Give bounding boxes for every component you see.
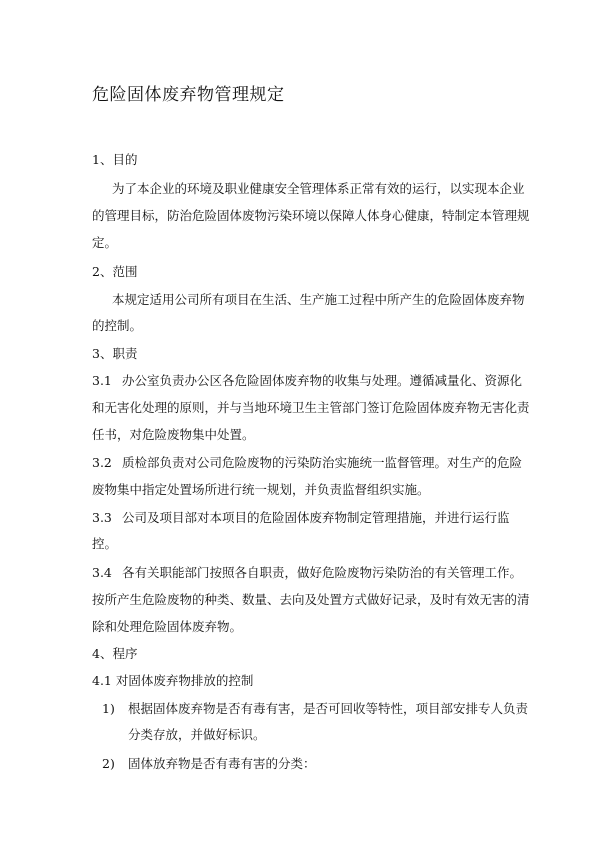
list-item-text: 固体放弃物是否有毒有害的分类： xyxy=(128,756,316,771)
list-item-number: 3.2 xyxy=(92,455,112,470)
paragraph-line: 控。 xyxy=(92,536,118,551)
paragraph-line: 任书，对危险废物集中处置。 xyxy=(92,427,255,442)
document-title: 危险固体废弃物管理规定 xyxy=(92,85,285,105)
section-heading-procedure: 4、程序 xyxy=(92,646,138,661)
section-heading-purpose: 1、目的 xyxy=(92,152,138,167)
paragraph-line: 和无害化处理的原则，并与当地环境卫生主管部门签订危险固体废弃物无害化责 xyxy=(92,400,530,415)
list-item-text: 公司及项目部对本项目的危险固体废弃物制定管理措施，并进行运行监 xyxy=(122,510,510,525)
subsection-heading: 4.1 对固体废弃物排放的控制 xyxy=(92,673,254,688)
paragraph-line: 定。 xyxy=(92,235,118,250)
list-item-number: 2) xyxy=(102,756,115,771)
paragraph-line: 废物集中指定处置场所进行统一规划，并负责监督组织实施。 xyxy=(92,482,430,497)
list-item-number: 3.1 xyxy=(92,373,112,388)
section-heading-scope: 2、范围 xyxy=(92,264,138,279)
list-item-first-line xyxy=(102,701,528,717)
paragraph-line: 的管理目标，防治危险固体废物污染环境以保障人体身心健康，特制定本管理规 xyxy=(92,208,530,223)
paragraph-line: 除和处理危险固体废弃物。 xyxy=(92,619,243,634)
list-item-first-line xyxy=(92,373,522,389)
paragraph-line: 本规定适用公司所有项目在生活、生产施工过程中所产生的危险固体废弃物 xyxy=(112,292,525,307)
list-item-text: 办公室负责办公区各危险固体废弃物的收集与处理。遵循减量化、资源化 xyxy=(122,373,523,388)
section-heading-responsibilities: 3、职责 xyxy=(92,346,138,361)
list-item-text: 根据固体废弃物是否有毒有害，是否可回收等特性，项目部安排专人负责 xyxy=(128,701,529,716)
list-item-first-line xyxy=(102,756,316,772)
list-item-first-line xyxy=(92,455,522,471)
list-item-number: 3.4 xyxy=(92,565,112,580)
paragraph-line: 按所产生危险废物的种类、数量、去向及处置方式做好记录，及时有效无害的清 xyxy=(92,592,530,607)
list-item-number: 3.3 xyxy=(92,510,112,525)
list-item-number: 1) xyxy=(102,701,115,716)
paragraph-line: 的控制。 xyxy=(92,318,143,333)
paragraph-line: 为了本企业的环境及职业健康安全管理体系正常有效的运行，以实现本企业 xyxy=(112,181,525,196)
list-item-first-line xyxy=(92,510,510,526)
list-item-first-line xyxy=(92,565,522,581)
list-item-text: 质检部负责对公司危险废物的污染防治实施统一监督管理。对生产的危险 xyxy=(122,455,523,470)
list-item-text: 各有关职能部门按照各自职责，做好危险废物污染防治的有关管理工作。 xyxy=(122,565,523,580)
paragraph-line: 分类存放，并做好标识。 xyxy=(128,727,266,742)
